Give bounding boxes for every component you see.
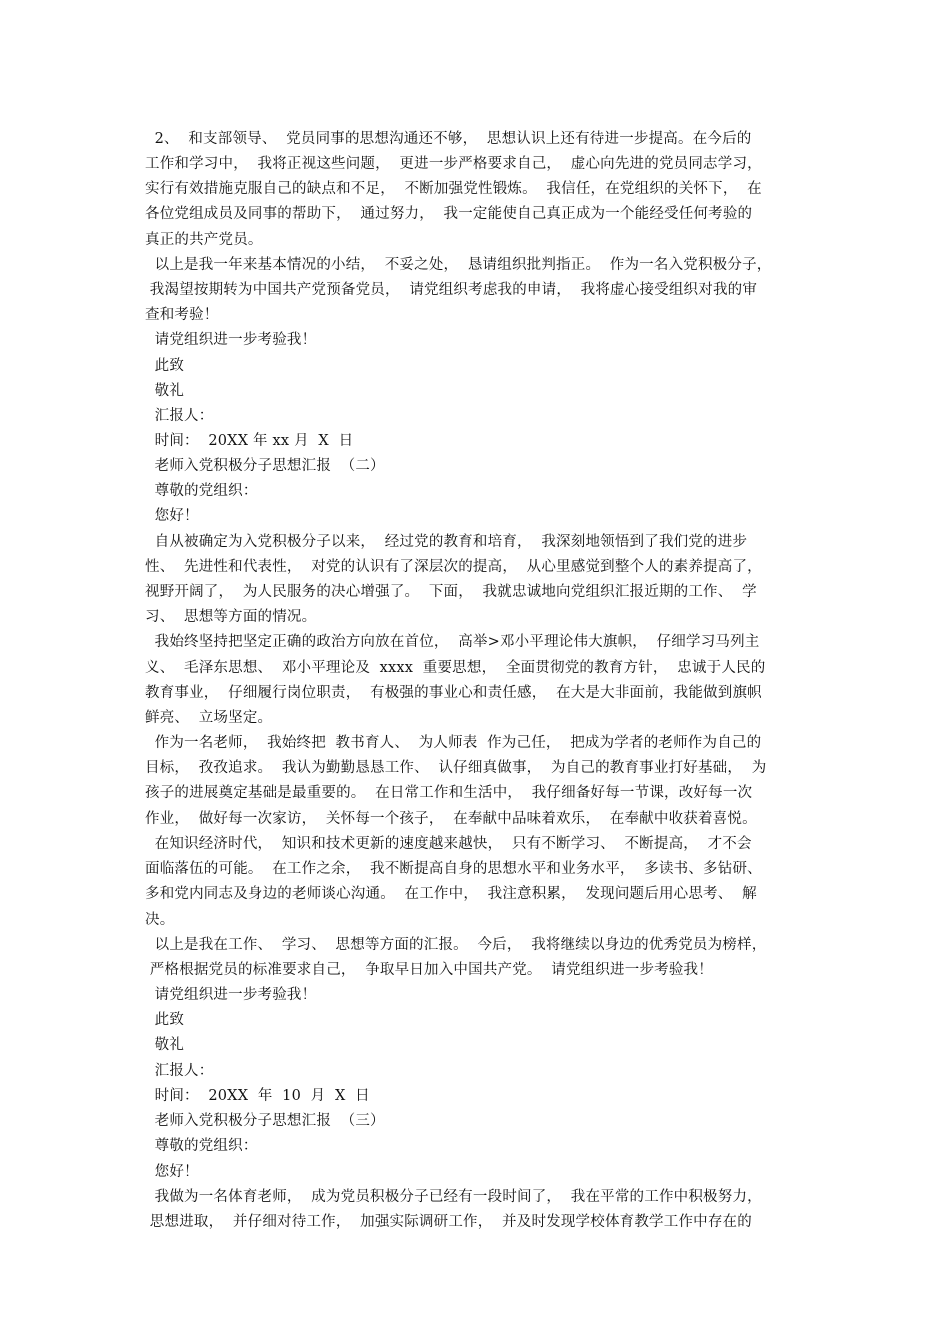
text-line: 以上是我在工作、 学习、 思想等方面的汇报。 今后， 我将继续以身边的优秀党员为榜样， — [145, 937, 767, 953]
text-line: 此致 — [145, 358, 185, 374]
text-line: 尊敬的党组织： — [145, 1138, 258, 1154]
text-line: 以上是我一年来基本情况的小结， 不妥之处， 恳请组织批判指正。 作为一名入党积极分子， — [145, 257, 772, 273]
text-line: 尊敬的党组织： — [145, 483, 258, 499]
text-line: 请党组织进一步考验我！ — [145, 332, 317, 348]
text-line: 敬礼 — [145, 383, 185, 399]
text-line: 实行有效措施克服自己的缺点和不足， 不断加强党性锻炼。 我信任，在党组织的关怀下， 在 — [145, 181, 762, 197]
text-line: 您好！ — [145, 1164, 199, 1180]
text-line: 在知识经济时代， 知识和技术更新的速度越来越快， 只有不断学习、 不断提高， 才不会 — [145, 836, 752, 852]
text-line: 义、 毛泽东思想、 邓小平理论及 xxxx 重要思想， 全面贯彻党的教育方针， 忠诚于人民的 — [145, 660, 766, 676]
text-line: 汇报人： — [145, 1063, 214, 1079]
text-line: 时间： 20XX 年 xx 月 X 日 — [145, 433, 354, 449]
text-line: 老师入党积极分子思想汇报 （三） — [145, 1113, 385, 1129]
text-line: 工作和学习中， 我将正视这些问题， 更进一步严格要求自己， 虚心向先进的党员同志学习， — [145, 156, 762, 172]
text-line: 时间： 20XX 年 10 月 X 日 — [145, 1088, 370, 1104]
text-line: 请党组织进一步考验我！ — [145, 987, 317, 1003]
text-line: 多和党内同志及身边的老师谈心沟通。 在工作中， 我注意积累， 发现问题后用心思考、 解 — [145, 886, 757, 902]
text-line: 目标， 孜孜追求。 我认为勤勤恳恳工作、 认仔细真做事， 为自己的教育事业打好基础， 为 — [145, 760, 767, 776]
text-line: 习、 思想等方面的情况。 — [145, 609, 317, 625]
text-line: 教育事业， 仔细履行岗位职责， 有极强的事业心和责任感， 在大是大非面前，我能做到旗帜 — [145, 685, 762, 701]
text-line: 2、 和支部领导、 党员同事的思想沟通还不够， 思想认识上还有待进一步提高。在今后的 — [145, 131, 752, 147]
text-line: 作业， 做好每一次家访， 关怀每一个孩子， 在奉献中品味着欢乐， 在奉献中收获着喜悦。 — [145, 811, 757, 827]
text-line: 鲜亮、 立场坚定。 — [145, 710, 273, 726]
text-line: 决。 — [145, 912, 175, 928]
text-line: 汇报人： — [145, 408, 214, 424]
text-line: 性、 先进性和代表性， 对党的认识有了深层次的提高， 从心里感觉到整个人的素养提高了， — [145, 559, 762, 575]
text-line: 真正的共产党员。 — [145, 232, 263, 248]
text-line: 自从被确定为入党积极分子以来， 经过党的教育和培育， 我深刻地领悟到了我们党的进步 — [145, 534, 748, 550]
text-line: 敬礼 — [145, 1037, 185, 1053]
text-line: 孩子的进展奠定基础是最重要的。 在日常工作和生活中， 我仔细备好每一节课，改好每一次 — [145, 785, 753, 801]
text-line: 我做为一名体育老师， 成为党员积极分子已经有一段时间了， 我在平常的工作中积极努力， — [145, 1189, 762, 1205]
text-line: 作为一名老师， 我始终把 教书育人、 为人师表 作为己任， 把成为学者的老师作为自己的 — [145, 735, 762, 751]
text-line: 查和考验！ — [145, 307, 219, 323]
text-line: 各位党组成员及同事的帮助下， 通过努力， 我一定能使自己真正成为一个能经受任何考验的 — [145, 206, 753, 222]
text-line: 严格根据党员的标准要求自己， 争取早日加入中国共产党。 请党组织进一步考验我！ — [145, 962, 713, 978]
text-line: 视野开阔了， 为人民服务的决心增强了。 下面， 我就忠诚地向党组织汇报近期的工作、 学 — [145, 584, 757, 600]
text-line: 老师入党积极分子思想汇报 （二） — [145, 458, 385, 474]
text-line: 我渴望按期转为中国共产党预备党员， 请党组织考虑我的申请， 我将虚心接受组织对我的审 — [145, 282, 758, 298]
text-line: 思想进取， 并仔细对待工作， 加强实际调研工作， 并及时发现学校体育教学工作中存在的 — [145, 1214, 752, 1230]
text-line: 面临落伍的可能。 在工作之余， 我不断提高自身的思想水平和业务水平， 多读书、多钻研、 — [145, 861, 762, 877]
text-line: 您好！ — [145, 508, 199, 524]
text-line: 此致 — [145, 1012, 185, 1028]
text-line: 我始终坚持把坚定正确的政治方向放在首位， 高举>邓小平理论伟大旗帜， 仔细学习马列主 — [145, 634, 760, 650]
